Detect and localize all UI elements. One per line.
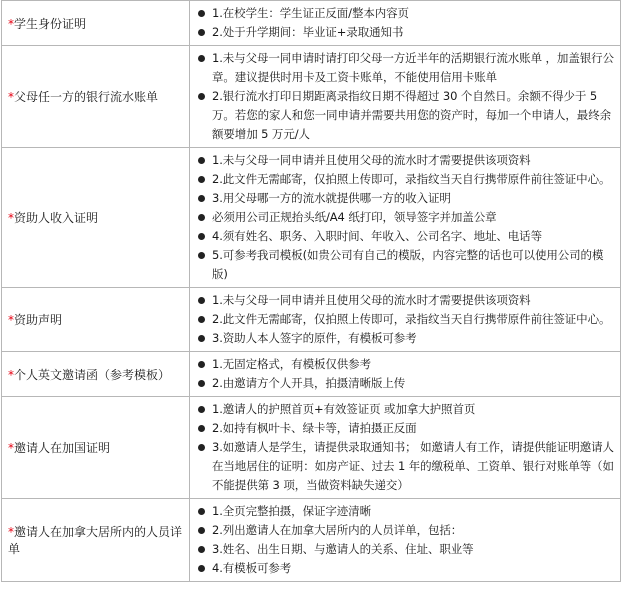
- list-item-text: 1.全页完整拍摄，保证字迹清晰: [212, 504, 371, 518]
- bullet-icon: [198, 93, 205, 100]
- list-item: [197, 4, 616, 23]
- bullet-icon: [198, 214, 205, 221]
- requirement-label: 父母任一方的银行流水账单: [14, 90, 159, 104]
- requirement-details-cell: [190, 499, 621, 582]
- requirement-label: 学生身份证明: [14, 16, 87, 31]
- requirement-details-cell: [190, 397, 621, 499]
- list-item: [197, 502, 616, 521]
- list-item: [197, 23, 616, 42]
- bullet-icon: [198, 195, 205, 202]
- bullet-icon: [198, 444, 205, 451]
- bullet-icon: [198, 508, 205, 515]
- list-item: [197, 246, 616, 284]
- list-item-text: 1.未与父母一同申请时请打印父母一方近半年的活期银行流水账单 ，加盖银行公章。建议提供时用卡及工资卡账单，不能使用信用卡账单: [212, 51, 614, 84]
- bullet-icon: [198, 176, 205, 183]
- list-item-text: 2.如持有枫叶卡、绿卡等，请拍摄正反面: [212, 421, 417, 435]
- table-row: [2, 499, 621, 582]
- bullet-icon: [198, 380, 205, 387]
- bullet-icon: [198, 565, 205, 572]
- table-row: [2, 1, 621, 46]
- required-asterisk: *: [8, 441, 14, 455]
- bullet-icon: [198, 157, 205, 164]
- requirement-label-cell: [2, 148, 190, 288]
- list-item: [197, 374, 616, 393]
- requirement-label: 个人英文邀请函（参考模板）: [14, 367, 171, 382]
- list-item: [197, 400, 616, 419]
- list-item-text: 3.资助人本人签字的原件，有模板可参考: [212, 331, 417, 345]
- requirement-label-cell: [2, 1, 190, 46]
- bullet-icon: [198, 55, 205, 62]
- required-asterisk: *: [8, 211, 14, 225]
- requirement-label-cell: [2, 46, 190, 148]
- list-item-text: 2.银行流水打印日期距离录指纹日期不得超过 30 个自然日。余额不得少于 5 万。若您的家人和您一同申请并需要共用您的资产时，每加一个申请人，最终余额要增加 5 万元/人: [212, 89, 611, 141]
- requirement-details-cell: [190, 288, 621, 352]
- list-item-text: 1.未与父母一同申请并且使用父母的流水时才需要提供该项资料: [212, 153, 531, 167]
- list-item-text: 4.有模板可参考: [212, 561, 292, 575]
- bullet-icon: [198, 425, 205, 432]
- list-item: [197, 559, 616, 578]
- requirement-details-cell: [190, 352, 621, 397]
- list-item-text: 3.姓名、出生日期、与邀请人的关系、住址、职业等: [212, 542, 474, 556]
- list-item: [197, 521, 616, 540]
- list-item-text: 2.处于升学期间：毕业证+录取通知书: [212, 25, 404, 39]
- list-item-text: 2.列出邀请人在加拿大居所内的人员详单，包括：: [212, 523, 463, 537]
- bullet-icon: [198, 233, 205, 240]
- list-item-text: 1.未与父母一同申请并且使用父母的流水时才需要提供该项资料: [212, 293, 531, 307]
- requirement-label: 邀请人在加国证明: [14, 441, 111, 455]
- list-item-text: 3.如邀请人是学生，请提供录取通知书； 如邀请人有工作，请提供能证明邀请人在当地居住的证明：如房产证、过去 1 年的缴税单、工资单、银行对账单等（如不能提供第 3 项，当做资料缺失递交）: [212, 440, 614, 492]
- requirement-label: 邀请人在加拿大居所内的人员详单: [8, 525, 183, 556]
- required-asterisk: *: [8, 90, 14, 104]
- list-item-text: 2.此文件无需邮寄，仅拍照上传即可，录指纹当天自行携带原件前往签证中心。: [212, 172, 611, 186]
- table-row: [2, 148, 621, 288]
- list-item-text: 3.用父母哪一方的流水就提供哪一方的收入证明: [212, 191, 451, 205]
- list-item: [197, 540, 616, 559]
- list-item: [197, 310, 616, 329]
- list-item: [197, 291, 616, 310]
- requirements-table-body: [2, 1, 621, 582]
- list-item: [197, 419, 616, 438]
- list-item: [197, 189, 616, 208]
- table-row: [2, 352, 621, 397]
- requirement-details-cell: [190, 148, 621, 288]
- list-item: [197, 208, 616, 227]
- bullet-icon: [198, 335, 205, 342]
- list-item-text: 必须用公司正规抬头纸/A4 纸打印，领导签字并加盖公章: [212, 210, 497, 224]
- list-item-text: 1.无固定格式，有模板仅供参考: [212, 357, 371, 371]
- list-item: [197, 355, 616, 374]
- bullet-icon: [198, 29, 205, 36]
- list-item-text: 5.可参考我司模板(如贵公司有自己的模版，内容完整的话也可以使用公司的模版): [212, 248, 604, 281]
- list-item: [197, 438, 616, 495]
- list-item: [197, 329, 616, 348]
- requirement-label-cell: [2, 288, 190, 352]
- list-item-text: 2.此文件无需邮寄，仅拍照上传即可，录指纹当天自行携带原件前往签证中心。: [212, 312, 611, 326]
- bullet-icon: [198, 361, 205, 368]
- bullet-icon: [198, 297, 205, 304]
- required-asterisk: *: [8, 525, 14, 539]
- bullet-icon: [198, 406, 205, 413]
- list-item-text: 1.邀请人的护照首页+有效签证页 或加拿大护照首页: [212, 402, 476, 416]
- requirement-label: 资助声明: [14, 313, 63, 327]
- bullet-icon: [198, 10, 205, 17]
- bullet-icon: [198, 527, 205, 534]
- list-item: [197, 170, 616, 189]
- required-asterisk: *: [8, 367, 14, 382]
- requirement-details-cell: [190, 46, 621, 148]
- list-item-text: 4.须有姓名、职务、入职时间、年收入、公司名字、地址、电话等: [212, 229, 542, 243]
- required-asterisk: *: [8, 313, 14, 327]
- list-item-text: 2.由邀请方个人开具，拍摄清晰版上传: [212, 376, 406, 390]
- list-item: [197, 87, 616, 144]
- requirement-label-cell: [2, 352, 190, 397]
- requirements-table: [1, 0, 621, 582]
- table-row: [2, 288, 621, 352]
- table-row: [2, 397, 621, 499]
- requirement-label-cell: [2, 499, 190, 582]
- list-item: [197, 151, 616, 170]
- list-item: [197, 227, 616, 246]
- bullet-icon: [198, 316, 205, 323]
- required-asterisk: *: [8, 16, 14, 31]
- list-item-text: 1.在校学生：学生证正反面/整本内容页: [212, 6, 409, 20]
- requirement-label-cell: [2, 397, 190, 499]
- bullet-icon: [198, 546, 205, 553]
- requirement-label: 资助人收入证明: [14, 211, 99, 225]
- list-item: [197, 49, 616, 87]
- table-row: [2, 46, 621, 148]
- requirement-details-cell: [190, 1, 621, 46]
- bullet-icon: [198, 252, 205, 259]
